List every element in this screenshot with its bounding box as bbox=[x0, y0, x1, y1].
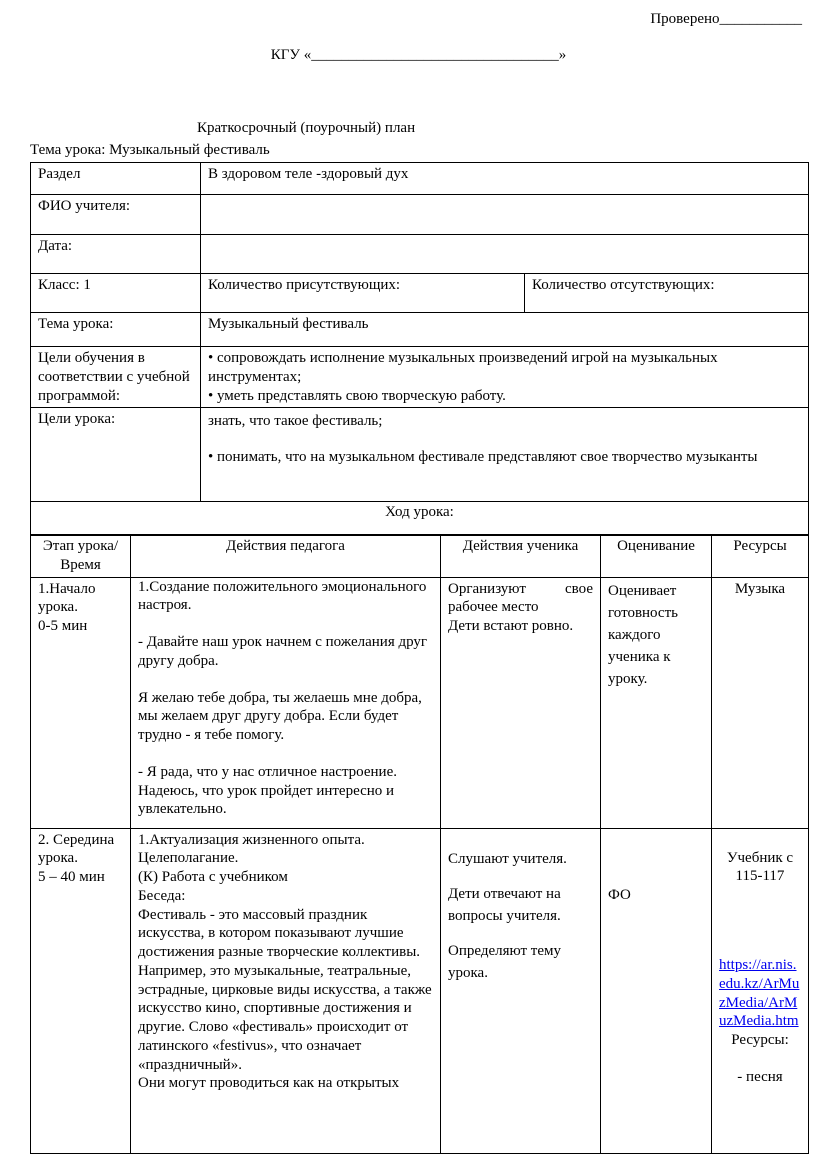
plan-title: Краткосрочный (поурочный) план bbox=[197, 120, 416, 136]
teacher-action-text: - Давайте наш урок начнем с пожелания друг другу добра. bbox=[138, 634, 428, 669]
teacher-action-text: Беседа: bbox=[138, 887, 186, 904]
lesson-goal-item: • понимать, что на музыкальном фестивале представляют свое творчество музыканты bbox=[208, 449, 758, 466]
section-label: Раздел bbox=[31, 163, 201, 195]
stage-name: 2. Середина урока. bbox=[38, 831, 115, 867]
lesson-progress-table bbox=[30, 534, 809, 1154]
date-value bbox=[201, 235, 809, 274]
learning-goal-item: • уметь представлять свою творческую работу. bbox=[208, 387, 506, 404]
teacher-actions-cell bbox=[131, 577, 441, 828]
stage-name: 1.Начало урока. bbox=[38, 580, 96, 616]
student-action-text: Организуют свое рабочее место bbox=[448, 580, 593, 616]
teacher-action-text: Например, это музыкальные, театральные, эстрадные, цирковые виды искусства, а также bbox=[138, 962, 432, 998]
stage-time: 0-5 мин bbox=[38, 618, 88, 634]
teacher-actions-cell bbox=[131, 828, 441, 1153]
topic-value: Музыкальный фестиваль bbox=[201, 313, 809, 347]
teacher-action-text: Целеполагание. bbox=[138, 850, 239, 867]
resources-cell bbox=[712, 828, 809, 1153]
lesson-goals-label: Цели урока: bbox=[31, 408, 201, 502]
col-header-assessment: Оценивание bbox=[601, 535, 712, 578]
student-actions-cell bbox=[441, 828, 601, 1153]
teacher-action-text: 1.Актуализация жизненного опыта. bbox=[138, 831, 365, 848]
col-header-stage: Этап урока/ Время bbox=[31, 535, 131, 578]
student-action-text: Дети встают ровно. bbox=[448, 618, 574, 634]
absent-count-label: Количество отсутствующих: bbox=[525, 274, 809, 313]
lesson-info-table bbox=[30, 162, 809, 536]
stage-time: 5 – 40 мин bbox=[38, 869, 105, 885]
learning-goals-value bbox=[201, 347, 809, 408]
date-label: Дата: bbox=[31, 235, 201, 274]
resources-label: Ресурсы: bbox=[731, 1032, 789, 1048]
teacher-action-text: искусство кино, спортивные достижения и другие. Слово «фестиваль» происходит от латинского «festivus», что означает «праздничный». bbox=[138, 1000, 412, 1073]
table-row bbox=[31, 828, 809, 1153]
progress-title: Ход урока: bbox=[31, 502, 809, 536]
col-header-student: Действия ученика bbox=[441, 535, 601, 578]
teacher-value bbox=[201, 195, 809, 235]
learning-goals-label: Цели обучения в соответствии с учебной программой: bbox=[31, 347, 201, 408]
col-header-teacher: Действия педагога bbox=[131, 535, 441, 578]
lesson-goals-value bbox=[201, 408, 809, 502]
learning-goal-item: • сопровождать исполнение музыкальных произведений игрой на музыкальных инструментах; bbox=[208, 350, 718, 385]
textbook-reference: Учебник с 115-117 bbox=[726, 849, 794, 885]
teacher-action-text: Фестиваль - это массовый праздник искусства, в котором показывают лучшие достижения разные творческие коллективы. bbox=[138, 906, 421, 960]
present-count-label: Количество присутствующих: bbox=[201, 274, 525, 313]
stage-cell bbox=[31, 577, 131, 828]
topic-label: Тема урока: bbox=[31, 313, 201, 347]
stage-cell bbox=[31, 828, 131, 1153]
school-name-line: КГУ «_________________________________» bbox=[270, 47, 567, 63]
class-label: Класс: 1 bbox=[31, 274, 201, 313]
assessment-cell: Оценивает готовность каждого ученика к уроку. bbox=[601, 577, 712, 828]
checked-by-line: Проверено___________ bbox=[650, 11, 802, 27]
lesson-goal-item: знать, что такое фестиваль; bbox=[208, 413, 383, 430]
plan-topic-line: Тема урока: Музыкальный фестиваль bbox=[30, 142, 270, 158]
col-header-resources: Ресурсы bbox=[712, 535, 809, 578]
teacher-action-text: (К) Работа с учебником bbox=[138, 869, 288, 885]
teacher-action-text: Они могут проводиться как на открытых bbox=[138, 1075, 400, 1092]
assessment-cell: ФО bbox=[601, 828, 712, 1153]
student-action-text: Дети отвечают на вопросы учителя. bbox=[448, 885, 561, 924]
teacher-action-text: - Я рада, что у нас отличное настроение. Надеюсь, что урок пройдет интересно и увлекательно. bbox=[138, 763, 397, 818]
resources-cell: Музыка bbox=[712, 577, 809, 828]
resource-song: - песня bbox=[737, 1068, 783, 1085]
student-action-text: Определяют тему урока. bbox=[448, 942, 562, 981]
teacher-action-text: Я желаю тебе добра, ты желаешь мне добра, мы желаем друг другу добра. Если будет трудно - я тебе помогу. bbox=[138, 689, 422, 743]
teacher-action-text: 1.Создание положительного эмоционального настроя. bbox=[138, 578, 427, 614]
teacher-label: ФИО учителя: bbox=[31, 195, 201, 235]
resource-link[interactable]: https://ar.nis.edu.kz/ArMuzMedia/ArMuzMedia.htm bbox=[719, 957, 800, 1030]
section-value: В здоровом теле -здоровый дух bbox=[201, 163, 809, 195]
student-actions-cell bbox=[441, 577, 601, 828]
table-row bbox=[31, 577, 809, 828]
student-action-text: Слушают учителя. bbox=[448, 850, 567, 867]
